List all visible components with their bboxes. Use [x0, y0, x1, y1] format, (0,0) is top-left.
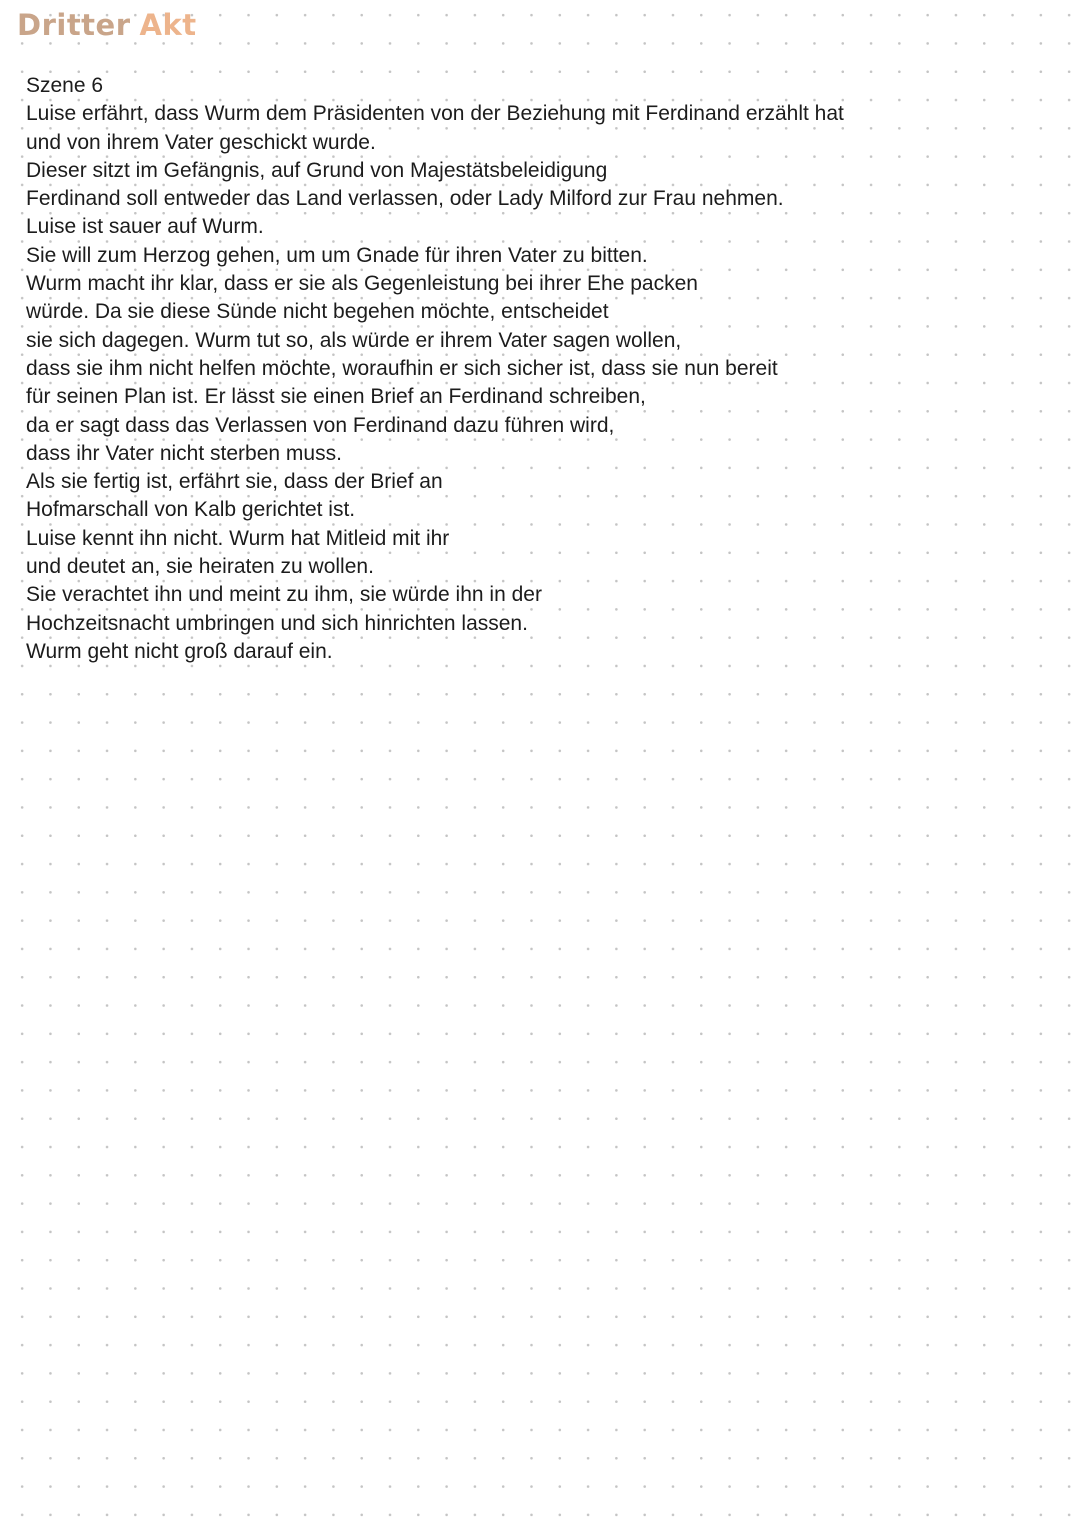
page-heading — [17, 8, 197, 43]
text-line: Luise ist sauer auf Wurm. — [26, 215, 264, 239]
text-line: und deutet an, sie heiraten zu wollen. — [26, 555, 374, 579]
text-line: Luise erfährt, dass Wurm dem Präsidenten von der Beziehung mit Ferdinand erzählt hat — [26, 102, 844, 126]
text-line: sie sich dagegen. Wurm tut so, als würde er ihrem Vater sagen wollen, — [26, 328, 682, 352]
text-line: Ferdinand soll entweder das Land verlassen, oder Lady Milford zur Frau nehmen. — [26, 187, 784, 211]
note-body — [26, 72, 1046, 666]
text-line: dass ihr Vater nicht sterben muss. — [26, 441, 342, 465]
text-line: Hochzeitsnacht umbringen und sich hinrichten lassen. — [26, 611, 528, 635]
heading-word-dritter: Dritter — [17, 8, 131, 42]
text-line: Als sie fertig ist, erfährt sie, dass der Brief an — [26, 470, 443, 494]
text-line: da er sagt dass das Verlassen von Ferdinand dazu führen wird, — [26, 413, 615, 437]
text-line: dass sie ihm nicht helfen möchte, woraufhin er sich sicher ist, dass sie nun bereit — [26, 356, 778, 380]
scene-title: Szene 6 — [26, 74, 104, 97]
text-line: Hofmarschall von Kalb gerichtet ist. — [26, 498, 356, 522]
text-line: würde. Da sie diese Sünde nicht begehen möchte, entscheidet — [26, 300, 609, 324]
text-line: für seinen Plan ist. Er lässt sie einen Brief an Ferdinand schreiben, — [26, 385, 646, 409]
text-line: Wurm macht ihr klar, dass er sie als Gegenleistung bei ihrer Ehe packen — [26, 272, 698, 296]
text-line: Sie verachtet ihn und meint zu ihm, sie würde ihn in der — [26, 583, 542, 607]
text-line: Sie will zum Herzog gehen, um um Gnade für ihren Vater zu bitten. — [26, 243, 648, 267]
text-line: Dieser sitzt im Gefängnis, auf Grund von Majestätsbeleidigung — [26, 158, 608, 182]
text-line: und von ihrem Vater geschickt wurde. — [26, 130, 376, 154]
heading-word-akt: Akt — [139, 8, 197, 42]
text-line: Wurm geht nicht groß darauf ein. — [26, 639, 333, 663]
text-line: Luise kennt ihn nicht. Wurm hat Mitleid mit ihr — [26, 526, 450, 550]
